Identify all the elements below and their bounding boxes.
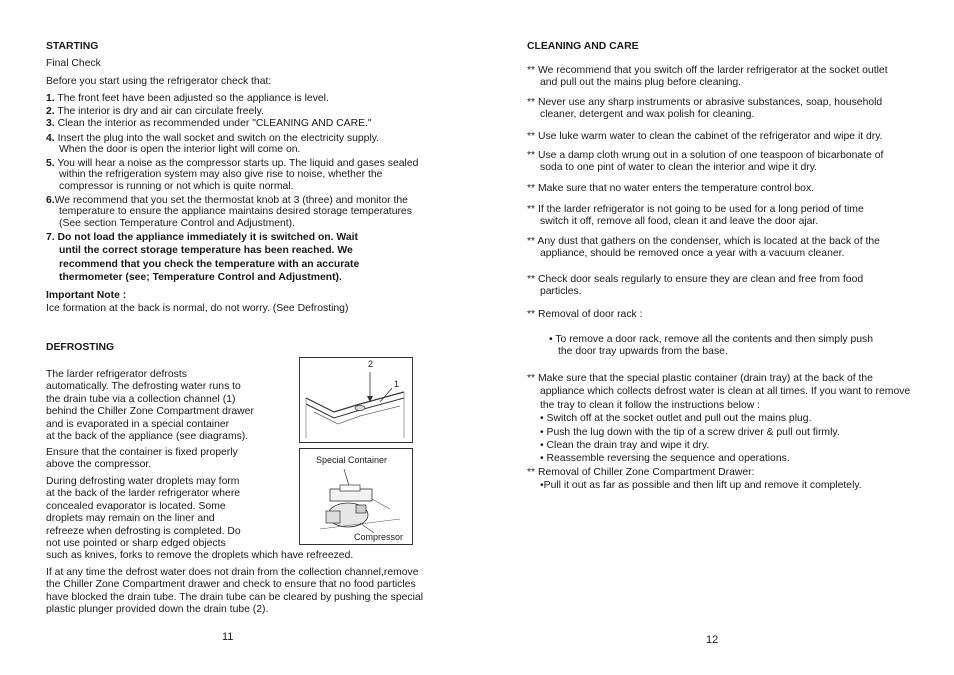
label-compressor: Compressor xyxy=(354,532,404,542)
list-item: ** Never use any sharp instruments or abrasive substances, soap, household cleaner, detergent and wax polish for cleaning. xyxy=(527,97,883,121)
list-item: ** Make sure that no water enters the temperature control box. xyxy=(527,183,815,194)
defrost-paragraph-2: Ensure that the container is fixed properly above the compressor. xyxy=(46,447,238,471)
label-drain-tube-2: 2 xyxy=(368,359,374,369)
list-item: ** We recommend that you switch off the larder refrigerator at the socket outlet and pull out the mains plug before cleaning. xyxy=(527,65,888,89)
list-item: ** Check door seals regularly to ensure they are clean and free from food particles. xyxy=(527,274,864,298)
list-item: ** Use a damp cloth wrung out in a solution of one teaspoon of bicarbonate of soda to one pint of water to clean the interior and wipe it dry. xyxy=(527,150,884,174)
page-number-left: 11 xyxy=(222,631,234,643)
label-special-container: Special Container xyxy=(316,455,388,465)
important-note-heading: Important Note : xyxy=(46,290,127,301)
defrost-paragraph-1: The larder refrigerator defrosts automatically. The defrosting water runs to the drain tube via a collection channel (1) behind the Chiller Zone Compartment drawer and is evaporated in a special container at the back of the appliance (see diagrams). xyxy=(46,369,254,443)
door-rack-instructions: • To remove a door rack, remove all the contents and then simply push the door tray upwards from the base. xyxy=(549,334,873,358)
list-item: 5. You will hear a noise as the compressor starts up. The liquid and gases sealed within the refrigeration system may also give rise to noise, whether the compressor is running or not which is quite normal. xyxy=(46,158,419,192)
compressor-illustration xyxy=(300,449,412,544)
final-check-subheading: Final Check xyxy=(46,58,101,69)
intro-text: Before you start using the refrigerator check that: xyxy=(46,76,272,87)
list-item: 6.We recommend that you set the thermostat knob at 3 (three) and monitor the temperature to ensure the appliance maintains desired storage temperatures (See section Temperature Control and Adjustment). xyxy=(46,195,412,229)
list-item: ** Use luke warm water to clean the cabinet of the refrigerator and wipe it dry. xyxy=(527,131,883,142)
defrosting-heading: DEFROSTING xyxy=(46,342,115,353)
container-compressor-diagram xyxy=(299,448,413,545)
label-collection-channel-1: 1 xyxy=(394,379,400,389)
list-item: 1. The front feet have been adjusted so the appliance is level. xyxy=(46,93,329,104)
drain-channel-diagram xyxy=(299,357,413,443)
list-item: ** If the larder refrigerator is not going to be used for a long period of time switch it off, remove all food, clean it and leave the door ajar. xyxy=(527,204,864,228)
drain-channel-illustration xyxy=(300,358,412,442)
warning-item: 7. Do not load the appliance immediately it is switched on. Wait until the correct storage temperature has been reached. We recommend that you check the temperature with an accurate thermometer (see; Temperature Control and Adjustment). xyxy=(46,232,360,284)
list-item: 2. The interior is dry and air can circulate freely. xyxy=(46,106,264,117)
right-page xyxy=(477,0,954,675)
page-number-right: 12 xyxy=(706,634,719,646)
list-item: ** Removal of door rack : xyxy=(527,309,643,320)
list-item: 4. Insert the plug into the wall socket and switch on the electricity supply. When the door is open the interior light will come on. xyxy=(46,133,380,156)
defrost-paragraph-4: If at any time the defrost water does not drain from the collection channel,remove the Chiller Zone Compartment drawer and check to ensure that no food particles have blocked the drain tube. The drain tube can be cleared by pushing the special plastic plunger provided down the drain tube (2). xyxy=(46,567,424,616)
defrost-paragraph-3: During defrosting water droplets may form at the back of the larder refrigerator where concealed evaporator is located. Some droplets may remain on the liner and refreeze when defrosting is completed. Do not use pointed or sharp edged objects such as knives, forks to remove the droplets which have refreezed. xyxy=(46,476,354,562)
cleaning-care-heading: CLEANING AND CARE xyxy=(527,41,639,52)
drain-tray-instructions: ** Make sure that the special plastic container (drain tray) at the back of the appliance which collects defrost water is clean at all times. If you want to remove the tray to clean it follow the instructions below : • Switch off at the socket outlet and pull out the mains plug. • Push the lug down with the tip of a screw driver & pull out firmly. • Clean the drain tray and wipe it dry. • Reassemble reversing the sequence and operations. ** Removal of Chiller Zone Compartment Drawer: •Pull it out as far as possible and then lift up and remove it completely. xyxy=(527,373,911,492)
important-note-text: Ice formation at the back is normal, do not worry. (See Defrosting) xyxy=(46,303,349,314)
list-item: 3. Clean the interior as recommended under "CLEANING AND CARE." xyxy=(46,118,372,129)
list-item: ** Any dust that gathers on the condenser, which is located at the back of the appliance, should be removed once a year with a vacuum cleaner. xyxy=(527,236,880,260)
starting-heading: STARTING xyxy=(46,41,99,52)
